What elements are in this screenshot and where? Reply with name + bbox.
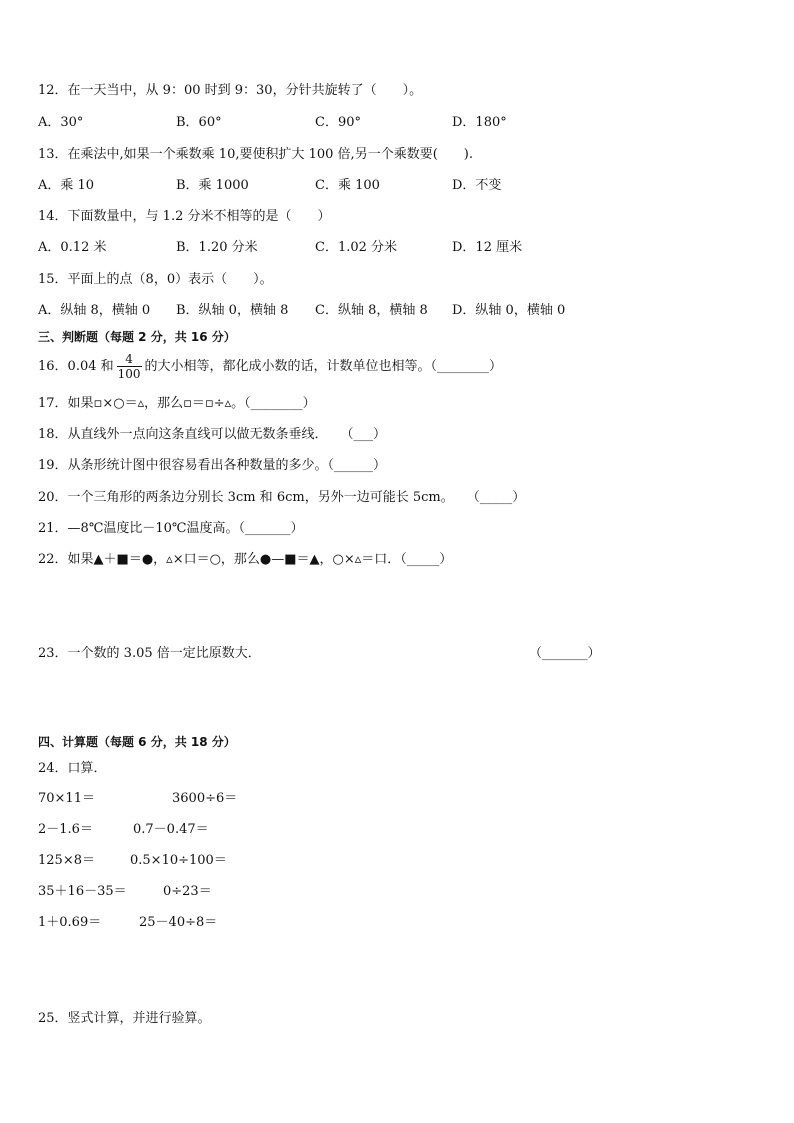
calc-item: 0.5×10÷100＝ (130, 853, 227, 868)
q13-option-a[interactable]: A．乘 10 (38, 178, 95, 193)
q13-option-d[interactable]: D．不变 (452, 178, 502, 193)
q14-option-a[interactable]: A．0.12 米 (38, 240, 107, 255)
section-4-heading: 四、计算题（每题 6 分，共 18 分） (38, 735, 236, 749)
question-18: 18．从直线外一点向这条直线可以做无数条垂线． （___） (38, 427, 387, 442)
fraction-4-over-100 (117, 352, 142, 381)
calc-item: 1＋0.69＝ (38, 915, 102, 930)
question-25: 25．竖式计算，并进行验算。 (38, 1011, 211, 1026)
q14-option-d[interactable]: D．12 厘米 (452, 240, 523, 255)
calc-item: 2－1.6＝ (38, 822, 93, 837)
q13-option-b[interactable]: B．乘 1000 (176, 178, 249, 193)
calc-item: 0.7－0.47＝ (133, 822, 209, 837)
question-12-stem: 12．在一天当中，从 9：00 时到 9：30，分针共旋转了（ ）。 (38, 83, 423, 98)
q15-option-c[interactable]: C．纵轴 8，横轴 8 (315, 303, 428, 318)
fraction-denominator: 100 (117, 367, 141, 381)
question-20: 20．一个三角形的两条边分别长 3cm 和 6cm，另外一边可能长 5cm。 （_____） (38, 490, 526, 505)
question-13-stem: 13．在乘法中,如果一个乘数乘 10,要使积扩大 100 倍,另一个乘数要( ). (38, 147, 473, 162)
calc-item: 25－40÷8＝ (139, 915, 218, 930)
calc-item: 35＋16－35＝ (38, 884, 127, 899)
question-22: 22．如果▲＋■＝●，▵×口＝○，那么●—■＝▲，○×▵＝口．（_____） (38, 552, 453, 567)
q12-option-a[interactable]: A．30° (38, 115, 84, 130)
q15-option-d[interactable]: D．纵轴 0，横轴 0 (452, 303, 566, 318)
q16-post-text: 的大小相等，都化成小数的话，计数单位也相等。（________） (144, 359, 503, 374)
question-17: 17．如果▫×○＝▵，那么▫＝▫÷▵。（________） (38, 396, 316, 411)
question-19: 19．从条形统计图中很容易看出各种数量的多少。（______） (38, 458, 387, 473)
q12-option-b[interactable]: B．60° (176, 115, 222, 130)
question-24-title: 24．口算． (38, 761, 107, 776)
q15-option-a[interactable]: A．纵轴 8，横轴 0 (38, 303, 151, 318)
question-14-stem: 14．下面数量中，与 1.2 分米不相等的是（ ） (38, 209, 331, 224)
q14-option-b[interactable]: B．1.20 分米 (176, 240, 258, 255)
question-16 (38, 349, 502, 385)
q12-option-d[interactable]: D．180° (452, 115, 507, 130)
question-15-stem: 15．平面上的点（8，0）表示（ ）。 (38, 272, 273, 287)
question-23-stem: 23．一个数的 3.05 倍一定比原数大． (38, 646, 261, 661)
q15-option-b[interactable]: B．纵轴 0，横轴 8 (176, 303, 289, 318)
q12-option-c[interactable]: C．90° (315, 115, 361, 130)
question-21: 21．—8℃温度比－10℃温度高。（_______） (38, 521, 304, 536)
section-3-heading: 三、判断题（每题 2 分，共 16 分） (38, 330, 236, 344)
fraction-numerator: 4 (117, 352, 142, 367)
question-23-answer-blank[interactable]: （_______） (529, 646, 601, 661)
q14-option-c[interactable]: C．1.02 分米 (315, 240, 398, 255)
calc-item: 3600÷6＝ (172, 791, 238, 806)
calc-item: 0÷23＝ (163, 884, 212, 899)
q16-pre-text: 16．0.04 和 (38, 359, 114, 374)
calc-item: 70×11＝ (38, 791, 95, 806)
calc-item: 125×8＝ (38, 853, 95, 868)
q13-option-c[interactable]: C．乘 100 (315, 178, 380, 193)
